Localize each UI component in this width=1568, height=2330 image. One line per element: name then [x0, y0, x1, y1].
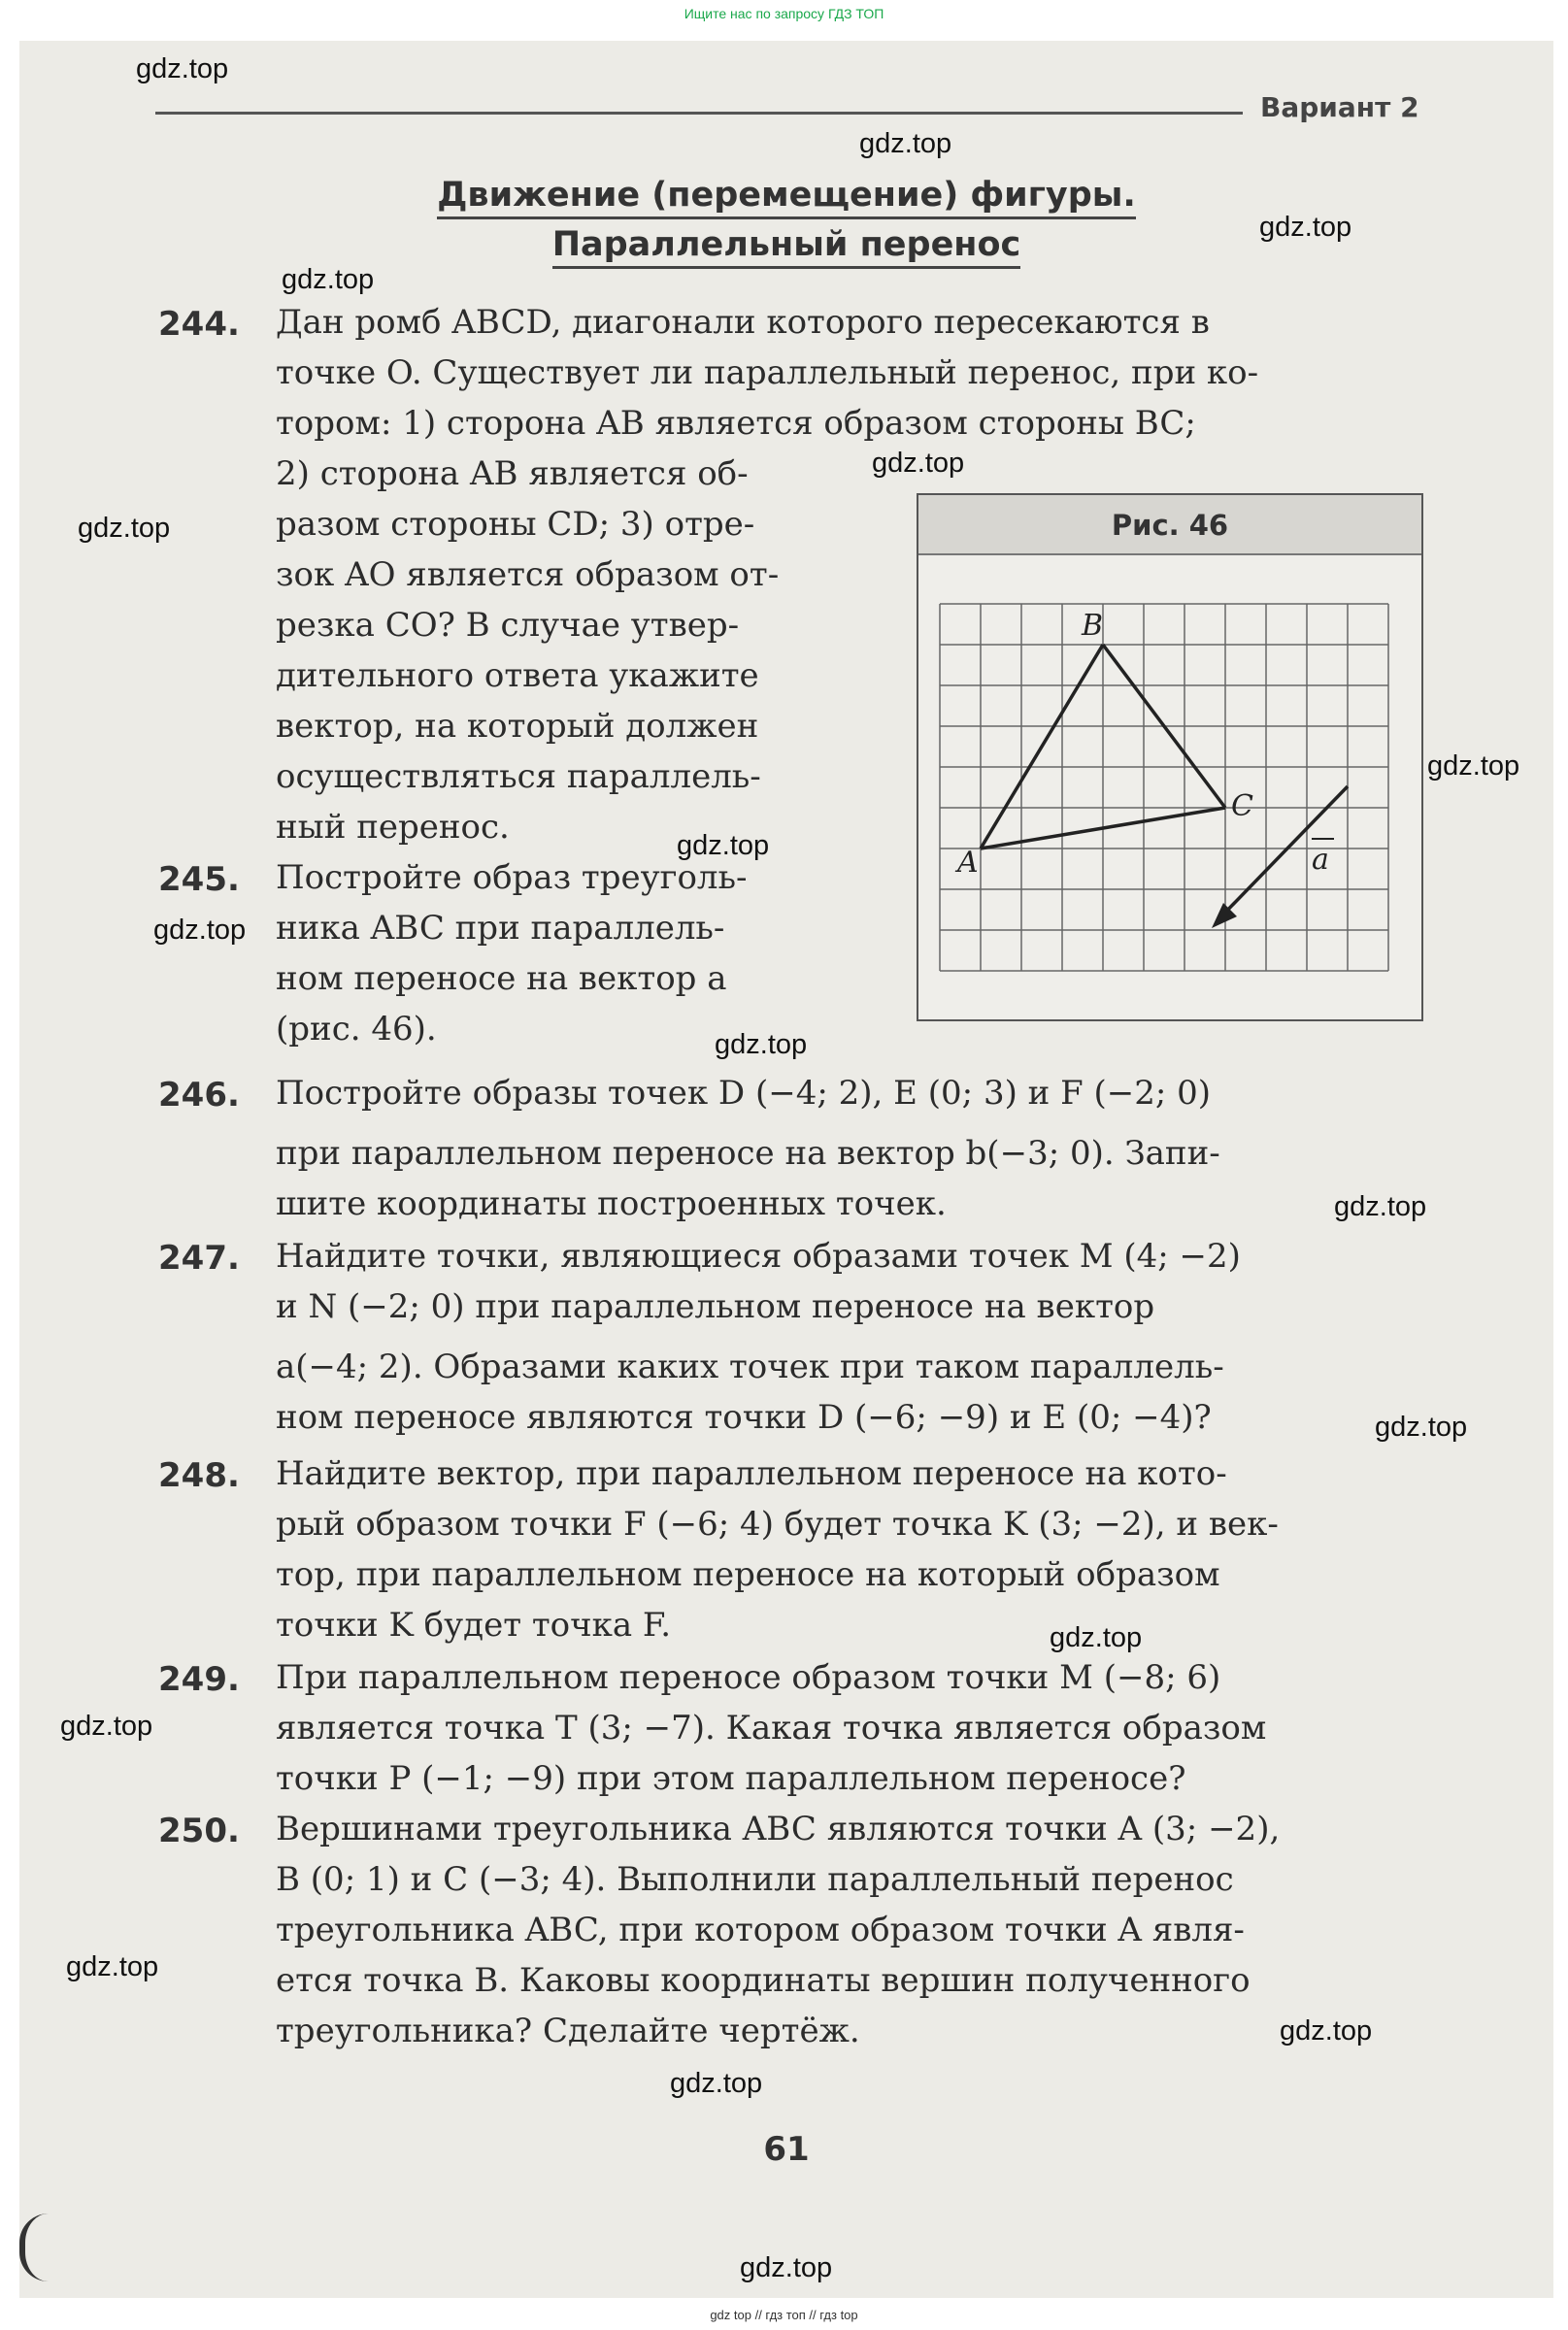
problem-text-line: ется точка B. Каковы координаты вершин полученного	[276, 1961, 1251, 2000]
watermark: gdz.top	[1427, 750, 1520, 782]
label-vector-a: a	[1312, 843, 1329, 877]
watermark: gdz.top	[740, 2252, 833, 2283]
problem-text-line: является точка T (3; −7). Какая точка является образом	[276, 1709, 1267, 1748]
page-number: 61	[763, 2130, 810, 2169]
problem-text-line: ном переносе являются точки D (−6; −9) и E (0; −4)?	[276, 1398, 1212, 1437]
problem-text-line: B (0; 1) и C (−3; 4). Выполнили параллельный перенос	[276, 1860, 1234, 1899]
problem-number: 248.	[158, 1456, 240, 1495]
problem-text-line: треугольника? Сделайте чертёж.	[276, 2012, 860, 2050]
problem-text-line: a(−4; 2). Образами каких точек при таком параллель-	[276, 1348, 1224, 1386]
problem-number: 244.	[158, 305, 240, 344]
problem-text-line: Найдите точки, являющиеся образами точек M (4; −2)	[276, 1237, 1241, 1276]
problem-text-line: Найдите вектор, при параллельном переносе на кото-	[276, 1454, 1227, 1493]
problem-text-line: ника ABC при параллель-	[276, 909, 725, 948]
problem-text-line: тор, при параллельном переносе на который образом	[276, 1555, 1220, 1594]
watermark: gdz.top	[1280, 2015, 1373, 2047]
watermark: gdz.top	[1259, 212, 1352, 243]
problem-text-line: осуществляться параллель-	[276, 757, 761, 796]
problem-text-line: разом стороны CD; 3) отре-	[276, 505, 755, 544]
search-hint-link[interactable]: Ищите нас по запросу ГДЗ ТОП	[684, 6, 884, 21]
problem-text-line: Вершинами треугольника ABC являются точки A (3; −2),	[276, 1810, 1281, 1848]
watermark: gdz.top	[1334, 1191, 1427, 1222]
problem-number: 247.	[158, 1239, 240, 1278]
problem-text-line: Постройте образы точек D (−4; 2), E (0; 3) и F (−2; 0)	[276, 1074, 1212, 1113]
section-title-line-2: Параллельный перенос	[427, 225, 1146, 264]
problem-text-line: точки K будет точка F.	[276, 1606, 672, 1645]
problem-text-line: Дан ромб ABCD, диагонали которого пересекаются в	[276, 303, 1210, 342]
variant-label: Вариант 2	[1260, 91, 1419, 123]
problem-text-line: зок AO является образом от-	[276, 555, 780, 594]
watermark: gdz.top	[60, 1711, 153, 1742]
problem-number: 250.	[158, 1812, 240, 1850]
problem-text-line: и N (−2; 0) при параллельном переносе на вектор	[276, 1287, 1155, 1326]
problem-text-line: точки P (−1; −9) при этом параллельном переносе?	[276, 1759, 1186, 1798]
figure-caption: Рис. 46	[1111, 509, 1229, 542]
triangle-side-ab	[981, 645, 1103, 849]
watermark: gdz.top	[1375, 1412, 1468, 1443]
problem-text-line: ном переносе на вектор a	[276, 959, 727, 998]
figure-46	[917, 493, 1423, 1021]
problem-text-line: ный перенос.	[276, 808, 510, 847]
watermark: gdz.top	[78, 513, 171, 544]
problem-text-line: треугольника ABC, при котором образом точки A явля-	[276, 1911, 1245, 1949]
label-b-vertex: B	[1082, 609, 1104, 643]
watermark: gdz.top	[670, 2068, 763, 2099]
watermark: gdz.top	[153, 915, 247, 946]
header-rule	[155, 112, 1243, 115]
grid	[940, 604, 1388, 971]
watermark: gdz.top	[715, 1029, 808, 1060]
problem-text-line: дительного ответа укажите	[276, 656, 759, 695]
footer-links[interactable]: gdz top // гдз топ // гдз top	[710, 2308, 858, 2322]
watermark: gdz.top	[859, 128, 952, 159]
watermark: gdz.top	[66, 1951, 159, 1982]
problem-text-line: при параллельном переносе на вектор b(−3; 0). Запи-	[276, 1134, 1220, 1173]
problem-text-line: тором: 1) сторона AB является образом стороны BC;	[276, 404, 1196, 443]
problem-text-line: шите координаты построенных точек.	[276, 1184, 947, 1223]
watermark: gdz.top	[872, 448, 965, 479]
section-title-line-1: Движение (перемещение) фигуры.	[427, 176, 1146, 215]
problem-number: 245.	[158, 860, 240, 899]
problem-text-line: рый образом точки F (−6; 4) будет точка K (3; −2), и век-	[276, 1505, 1279, 1544]
problem-number: 246.	[158, 1076, 240, 1115]
problem-number: 249.	[158, 1660, 240, 1699]
problem-text-line: вектор, на который должен	[276, 707, 759, 746]
watermark: gdz.top	[677, 830, 770, 861]
label-a-vertex: A	[957, 846, 979, 880]
watermark: gdz.top	[1050, 1622, 1143, 1653]
problem-text-line: резка CO? В случае утвер-	[276, 606, 740, 645]
problem-text-line: 2) сторона AB является об-	[276, 454, 749, 493]
figure-46-drawing	[918, 495, 1421, 1019]
watermark: gdz.top	[136, 53, 229, 84]
label-c-vertex: C	[1231, 789, 1253, 823]
problem-text-line: При параллельном переносе образом точки M (−8; 6)	[276, 1658, 1221, 1697]
problem-text-line: точке O. Существует ли параллельный перенос, при ко-	[276, 353, 1259, 392]
problem-text-line: Постройте образ треуголь-	[276, 858, 748, 897]
problem-text-line: (рис. 46).	[276, 1010, 437, 1048]
watermark: gdz.top	[282, 264, 375, 295]
